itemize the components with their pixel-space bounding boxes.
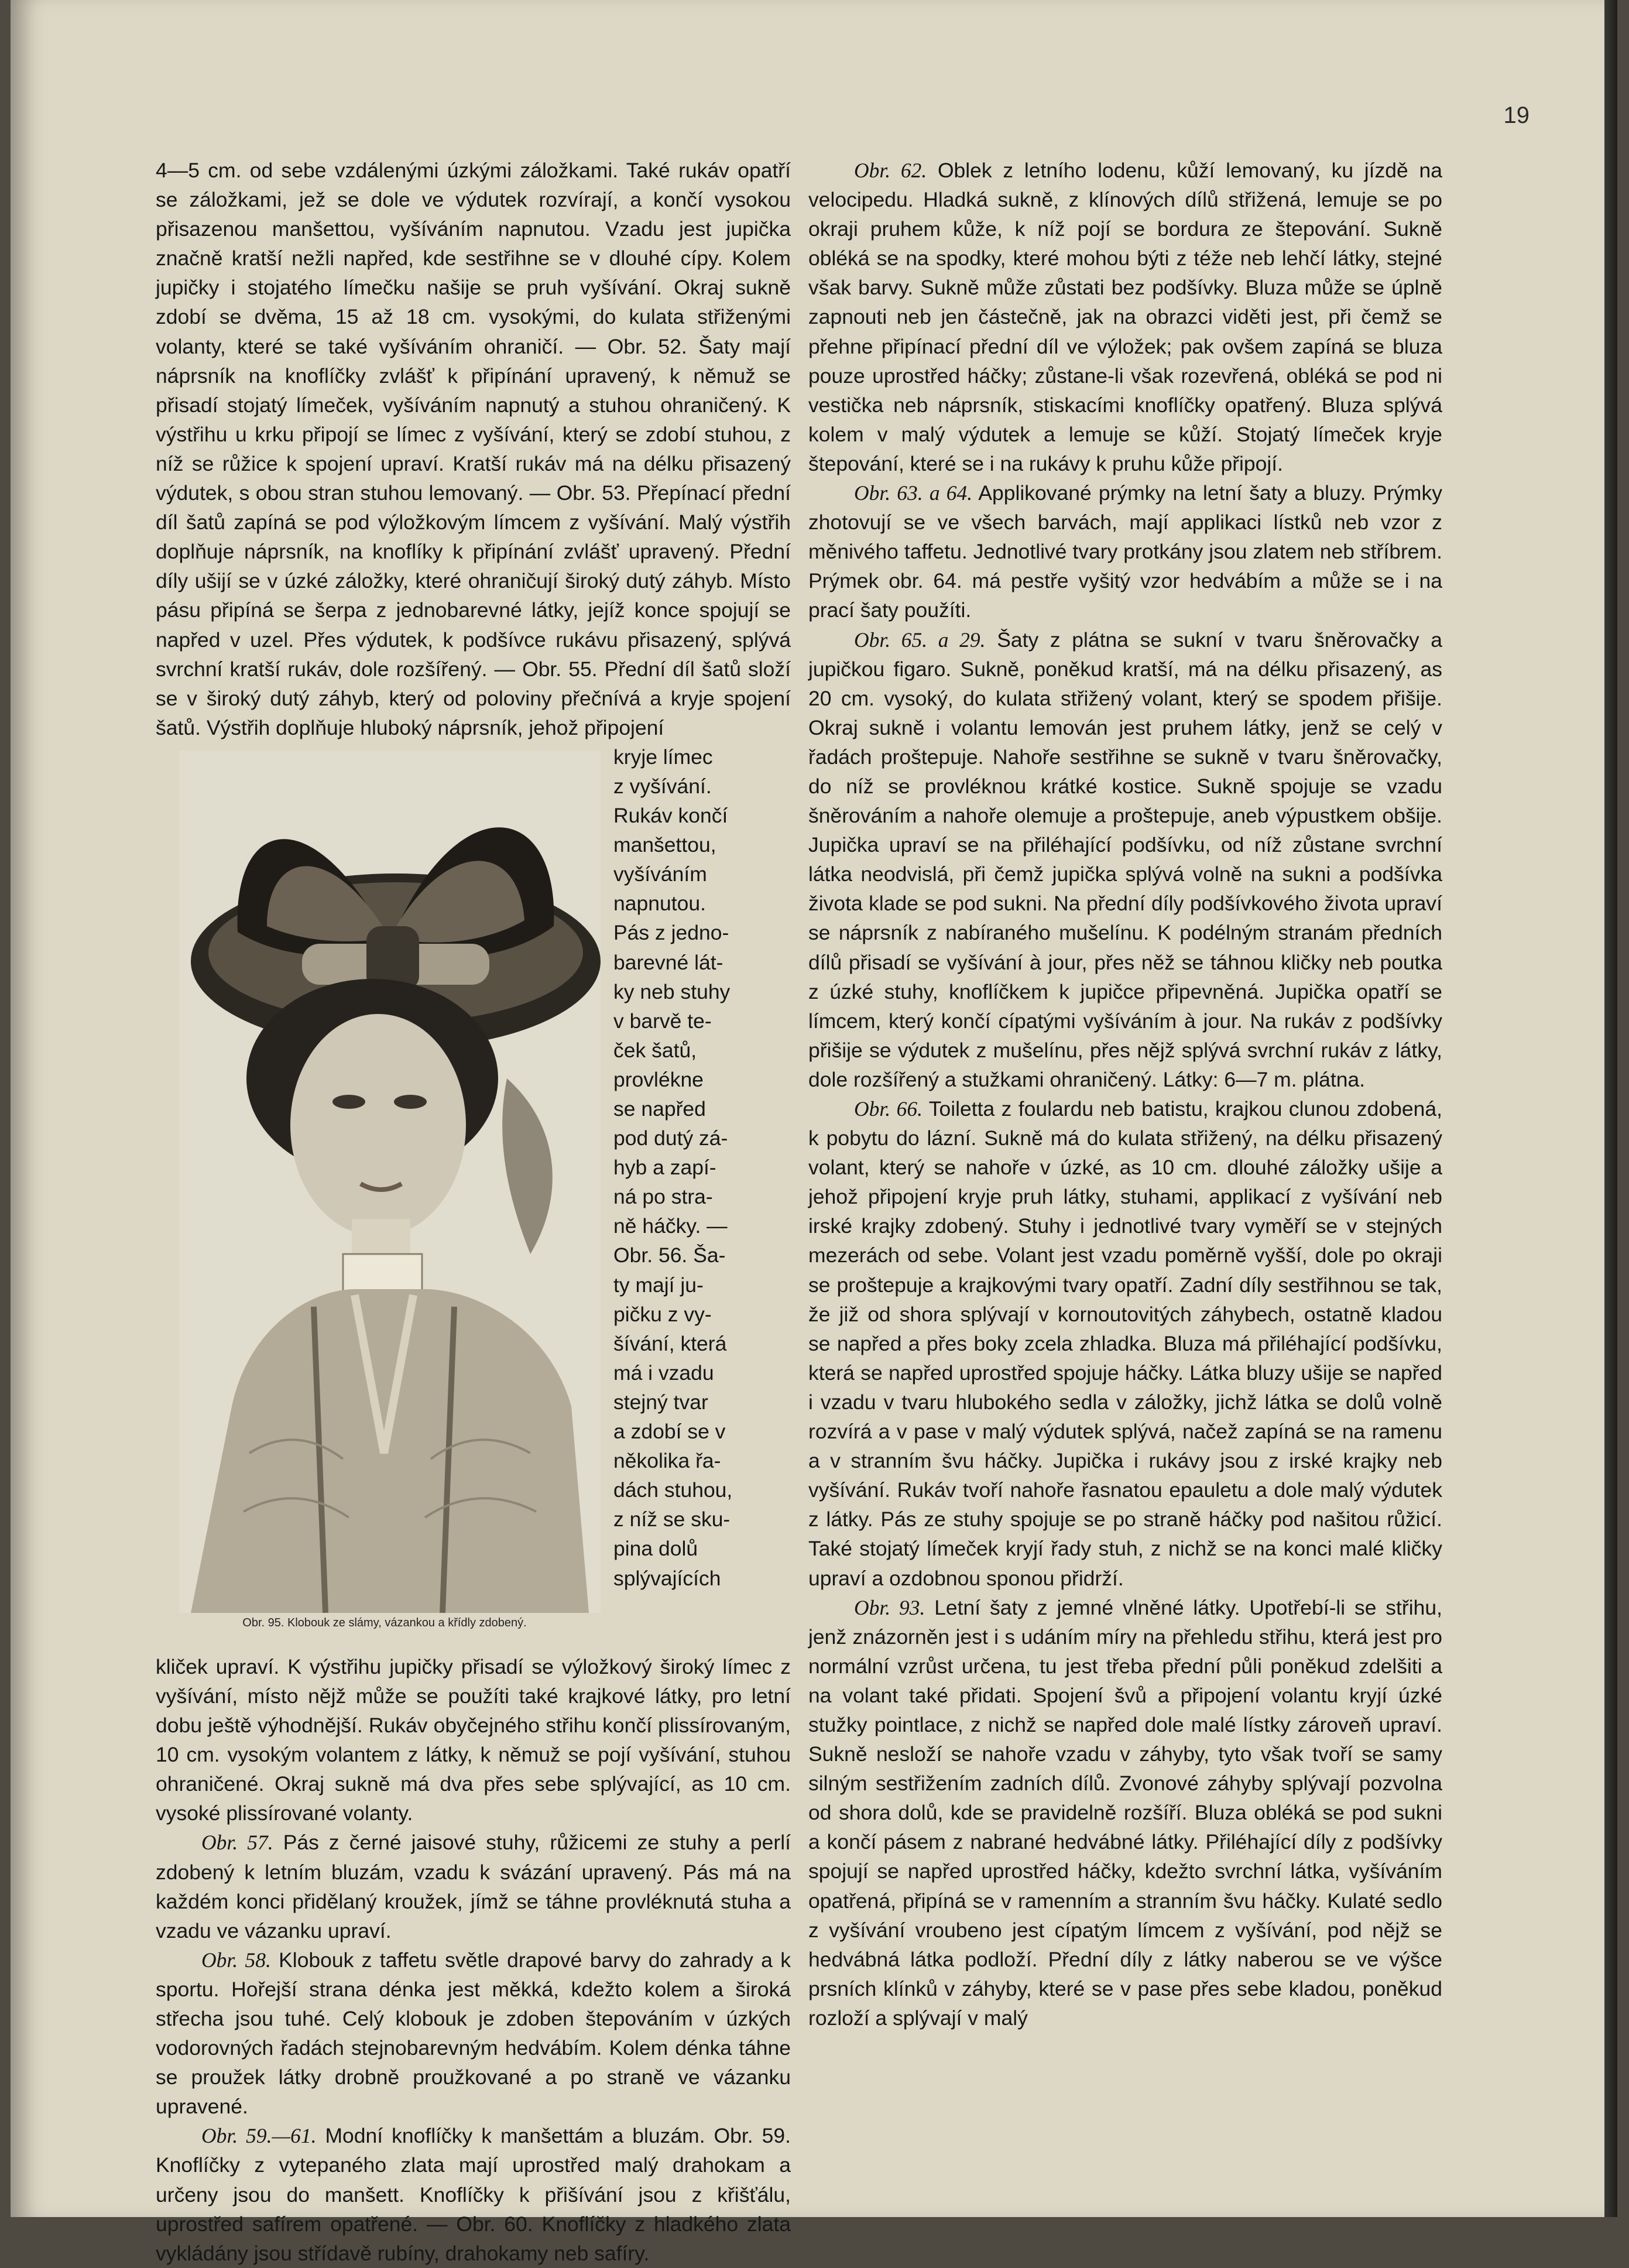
wrap-line: vyšíváním: [613, 862, 707, 886]
obr-label: Obr. 62.: [854, 159, 927, 182]
wrap-line: má i vzadu: [613, 1361, 714, 1385]
wrap-line: Obr. 56. Ša-: [613, 1243, 726, 1267]
paragraph-text: Toiletta z foulardu neb batistu, krajkou clunou zdobená, k pobytu do lázní. Sukně má do kulata střižený, na délku přisazený volant, který se nahoře v úzké, as 10 cm. dlouhé záložky ušije a jehož připojení kryje pruh látky, stuhami, applikací z vyšívání neb irské krajky zdobený. Stuhy i jednotlivé tvary vyměří se v stejných mezerách od sebe. Volant jest vzadu poměrně vyšší, dole po okraji se proštepuje a krajkovými tvary opatří. Zadní díly sestřihnou se tak, že již od shora splývají v kornoutovitých záhybech, ostatně kladou se napřed a přes boky zcela zhladka. Bluza má přiléhající podšívku, která se napřed uprostřed spojuje háčky. Látka bluzy ušije se napřed i vzadu v tvaru hlubokého sedla v záložky, jichž látka se dolů volně rozvírá a v pase v malý výdutek splývá, načež zapíná se na ramenu a v stranním švu háčky. Jupička i rukávy jsou z irské krajky neb vyšívání. Rukáv tvoří nahoře řasnatou epauletu a dole malý výdutek z látky. Pás ze stuhy spojuje se po straně háčky pod našitou růžicí. Také stojatý límeček kryjí řady stuh, z nichž se na konci malé kličky upraví a ozdobnou sponou přidrží.: [808, 1097, 1442, 1590]
wrap-line: a zdobí se v: [613, 1420, 726, 1444]
wrap-line: kryje límec: [613, 745, 713, 769]
wrap-line: ček šatů,: [613, 1038, 697, 1062]
page-edge: [1604, 0, 1617, 2217]
right-paragraph-obr-66: [808, 1094, 1442, 1593]
left-paragraph-obr-58: [156, 1945, 791, 2122]
right-paragraph-obr-63: [808, 478, 1442, 625]
wrap-line: Pás z jedno-: [613, 921, 729, 945]
wrap-line: splývajících: [613, 1566, 721, 1590]
hat-illustration: [179, 751, 601, 1613]
left-paragraph-obr-57: [156, 1828, 791, 1945]
wrap-line: se napřed: [613, 1097, 706, 1121]
wrap-line: barevné lát-: [613, 950, 723, 974]
paragraph-text: Letní šaty z jemné vlněné látky. Upotřebí-li se střihu, jenž znázorněn jest i s udáním míry na přehledu střihu, která jest pro normální vzrůst určena, tu jest třeba přední půli poněkud zdelšiti a na volant také přidati. Spojení švů a připojení volantu kryjí úzké stužky pointlace, z nichž se napřed dole malé lístky zároveň upraví. Sukně nesloží se nahoře vzadu v záhyby, tyto však tvoří se samy silným sestřižením zadních dílů. Zvonové záhyby splývají pozvolna od shora dolů, kde se pravidelně rozšíří. Bluza obléká se pod sukni a končí pásem z nabrané hedvábné látky. Přiléhající díly z podšívky spojují se napřed uprostřed háčky, kdežto svrchní látka, vyšíváním opatřená, připíná se v ramenním a stranním švu háčky. Kulaté sedlo z vyšívání vroubeno jest cípatým límcem z vyšívání, pod nějž se hedvábná látka podloží. Přední díly z látky naberou se ve výšce prsních klínků v záhyby, které se v pase přes sebe kladou, poněkud rozloží a splývají v malý: [808, 1595, 1442, 2030]
figure-95: [156, 746, 613, 1652]
page-number: 19: [1503, 102, 1529, 128]
figure-caption: Obr. 95. Klobouk ze slámy, vázankou a křídly zdobený.: [242, 1616, 527, 1629]
wrap-line: pina dolů: [613, 1537, 698, 1561]
obr-label: Obr. 63. a 64.: [854, 481, 973, 505]
page-paper: [11, 0, 1617, 2265]
left-column: [156, 156, 791, 2268]
obr-label: Obr. 93.: [854, 1595, 925, 1619]
left-paragraph-1: 4—5 cm. od sebe vzdálenými úzkými záložkami. Také rukáv opatří se záložkami, jež se dole ve výdutek rozvírají, a končí vysokou přisazenou manšettou, vyšíváním napnutou. Vzadu jest jupička značně kratší nežli napřed, kde sestřihne se v dlouhé cípy. Kolem jupičky i stojatého límečku našije se pruh vyšívání. Okraj sukně zdobí se dvěma, 15 až 18 cm. vysokými, do kulata střiženými volanty, které se také vyšíváním ohraničí. — Obr. 52. Šaty mají náprsník na knoflíčky zvlášť k připínání upravený, k němuž se přisadí stojatý límeček, vyšíváním napnutý a stuhou ohraničený. K výstřihu u krku připojí se límec z vyšívání, který se zdobí stuhou, z níž se růžice k spojení upraví. Kratší rukáv má na délku přisazený výdutek, s obou stran stuhou lemovaný. — Obr. 53. Přepínací přední díl šatů zapíná se pod výložkovým límcem z vyšívání. Malý výstřih doplňuje náprsník, na knoflíky k připínání zvlášť upravený. Přední díly ušijí se v úzké záložky, které ohraničují široký dutý záhyb. Místo pásu připíná se šerpa z jednobarevné látky, jejíž konce spojují se napřed v uzel. Přes výdutek, k podšívce rukávu přisazený, splývá svrchní kratší rukáv, dole rozšířený. — Obr. 55. Přední díl šatů složí se v široký dutý záhyb, který od poloviny přečnívá a kryje spojení šatů. Výstřih doplňuje hluboký náprsník, jehož připojení: [156, 159, 791, 739]
right-paragraph-obr-93: [808, 1593, 1442, 2033]
figure-wrap-area: [156, 742, 791, 1629]
right-paragraph-obr-65: [808, 625, 1442, 1095]
obr-label: Obr. 58.: [201, 1948, 271, 1972]
wrap-line: ky neb stuhy: [613, 979, 731, 1003]
wrap-line: ty mají ju-: [613, 1273, 704, 1297]
obr-label: Obr. 57.: [201, 1831, 273, 1855]
wrap-line: šívání, která: [613, 1331, 727, 1355]
wrap-line: v barvě te-: [613, 1009, 712, 1033]
wrap-line: hyb a zapí-: [613, 1156, 716, 1180]
wrap-line: Rukáv končí: [613, 804, 728, 828]
wrap-line: ná po stra-: [613, 1185, 713, 1209]
right-column: [808, 156, 1442, 2033]
wrap-line: provlékne: [613, 1067, 704, 1091]
wrap-line: dách stuhou,: [613, 1478, 733, 1502]
paragraph-text: Oblek z letního lodenu, kůží lemovaný, ku jízdě na velocipedu. Hladká sukně, z klínových dílů střižená, lemuje se po okraji pruhem kůže, k níž pojí se bordura ze štepování. Sukně obléká se na spodky, které mohou býti z téže neb lehčí látky, stejné však barvy. Sukně může zůstati bez podšívky. Bluza může se úplně zapnouti neb jen částečně, jak na obrazci viděti jest, při čemž se přehne připínací přední díl ve výložek; pak ovšem zapíná se bluza pouze uprostřed háčky; zůstane-li však rozevřená, obléká se pod ni vestička neb náprsník, stiskacími knoflíčky opatřený. Bluza splývá kolem v malý výdutek a lemuje se kůží. Stojatý límeček kryje štepování, které se i na rukávy k pruhu kůže připojí.: [808, 159, 1442, 475]
obr-label: Obr. 65. a 29.: [854, 628, 986, 652]
paragraph-text: Klobouk z taffetu světle drapové barvy do zahrady a k sportu. Hořejší strana dénka jest měkká, kdežto kolem a široká střecha jsou tuhé. Celý klobouk je zdoben štepováním v úzkých vodorovných řadách stejnobarevným hedvábím. Kolem dénka táhne se proužek látky drobně proužkované a po straně ve vázanku upravené.: [156, 1948, 791, 2119]
wrap-line: stejný tvar: [613, 1390, 708, 1414]
paragraph-text: Modní knoflíčky k manšettám a bluzám. Obr. 59. Knoflíčky z vytepaného zlata mají uprostřed malý drahokam a určeny jsou do manšett. Knoflíčky k přišívání jsou z křišťálu, uprostřed safírem opatřené. — Obr. 60. Knoflíčky z hladkého zlata vykládány jsou střídavě rubíny, drahokamy neb safíry.: [156, 2124, 791, 2265]
wrap-line: z vyšívání.: [613, 774, 712, 798]
left-paragraph-1-end: kliček upraví. K výstřihu jupičky přisadí se výložkový široký límec z vyšívání, místo nějž může se použíti také krajkové látky, pro letní dobu ještě výhodnější. Rukáv obyčejného střihu končí plissírovaným, 10 cm. vysokým volantem z látky, k němuž se pojí vyšívání, stuhou ohraničené. Okraj sukně má dva přes sebe splývající, as 10 cm. vysoké plissírované volanty.: [156, 1654, 791, 1825]
paragraph-text: Applikované prýmky na letní šaty a bluzy. Prýmky zhotovují se ve všech barvách, mají applikaci lístků neb vzor z měnivého taffetu. Jednotlivé tvary protkány jsou zlatem neb stříbrem. Prýmek obr. 64. má pestře vyšitý vzor hedvábím a může se i na prací šaty použíti.: [808, 481, 1442, 622]
obr-label: Obr. 59.—61.: [201, 2124, 317, 2148]
wrap-line: několika řa-: [613, 1449, 721, 1473]
wrap-line: z níž se sku-: [613, 1508, 731, 1532]
wrap-line: ně háčky. —: [613, 1214, 728, 1238]
wrap-line: manšettou,: [613, 833, 716, 857]
right-paragraph-obr-62: [808, 156, 1442, 478]
wrap-line: pičku z vy-: [613, 1302, 712, 1326]
obr-label: Obr. 66.: [854, 1097, 922, 1121]
left-paragraph-obr-59: [156, 2121, 791, 2267]
wrap-line: pod dutý zá-: [613, 1126, 728, 1150]
wrap-line: napnutou.: [613, 892, 706, 916]
paragraph-text: Šaty z plátna se sukní v tvaru šněrovačky a jupičkou figaro. Sukně, poněkud kratší, má na délku přisazený, as 20 cm. vysoký, do kulata střižený volant, který se spodem přišije. Okraj sukně i volantu lemován jest pruhem látky, jenž se celý v řadách proštepuje. Nahoře sestřihne se sukně v tvaru šněrovačky, do níž se provléknou krátké kostice. Sukně spojuje se vzadu šněrováním a nahoře olemuje a proštepuje, aneb výpustkem obšije. Jupička upraví se na přiléhající podšívku, od níž zůstane svrchní látka neodvislá, při čemž jupička splývá volně na sukni a podšívka života klade se pod sukni. Na přední díly podšívkového života upraví se náprsník z nabíraného mušelínu. K podélným stranám předních dílů přisadí se vyšívání à jour, přes něž se táhnou kličky neb poutka z úzké stuhy, knoflíčkem k jupičce připevněná. Jupička opatří se límcem, který končí cípatými vyšíváním à jour. Na rukáv z podšívky přišije se výdutek z mušelínu, přes nějž splývá svrchní rukáv z látky, dole rozšířený a stužkami ohraničený. Látky: 6—7 m. plátna.: [808, 628, 1442, 1091]
paragraph-text: Pás z černé jaisové stuhy, růžicemi ze stuhy a perlí zdobený k letním bluzám, vzadu k svázání upravený. Pás má na každém konci přidělaný kroužek, jímž se táhne provléknutá stuha a vzadu ve vázanku upraví.: [156, 1831, 791, 1942]
